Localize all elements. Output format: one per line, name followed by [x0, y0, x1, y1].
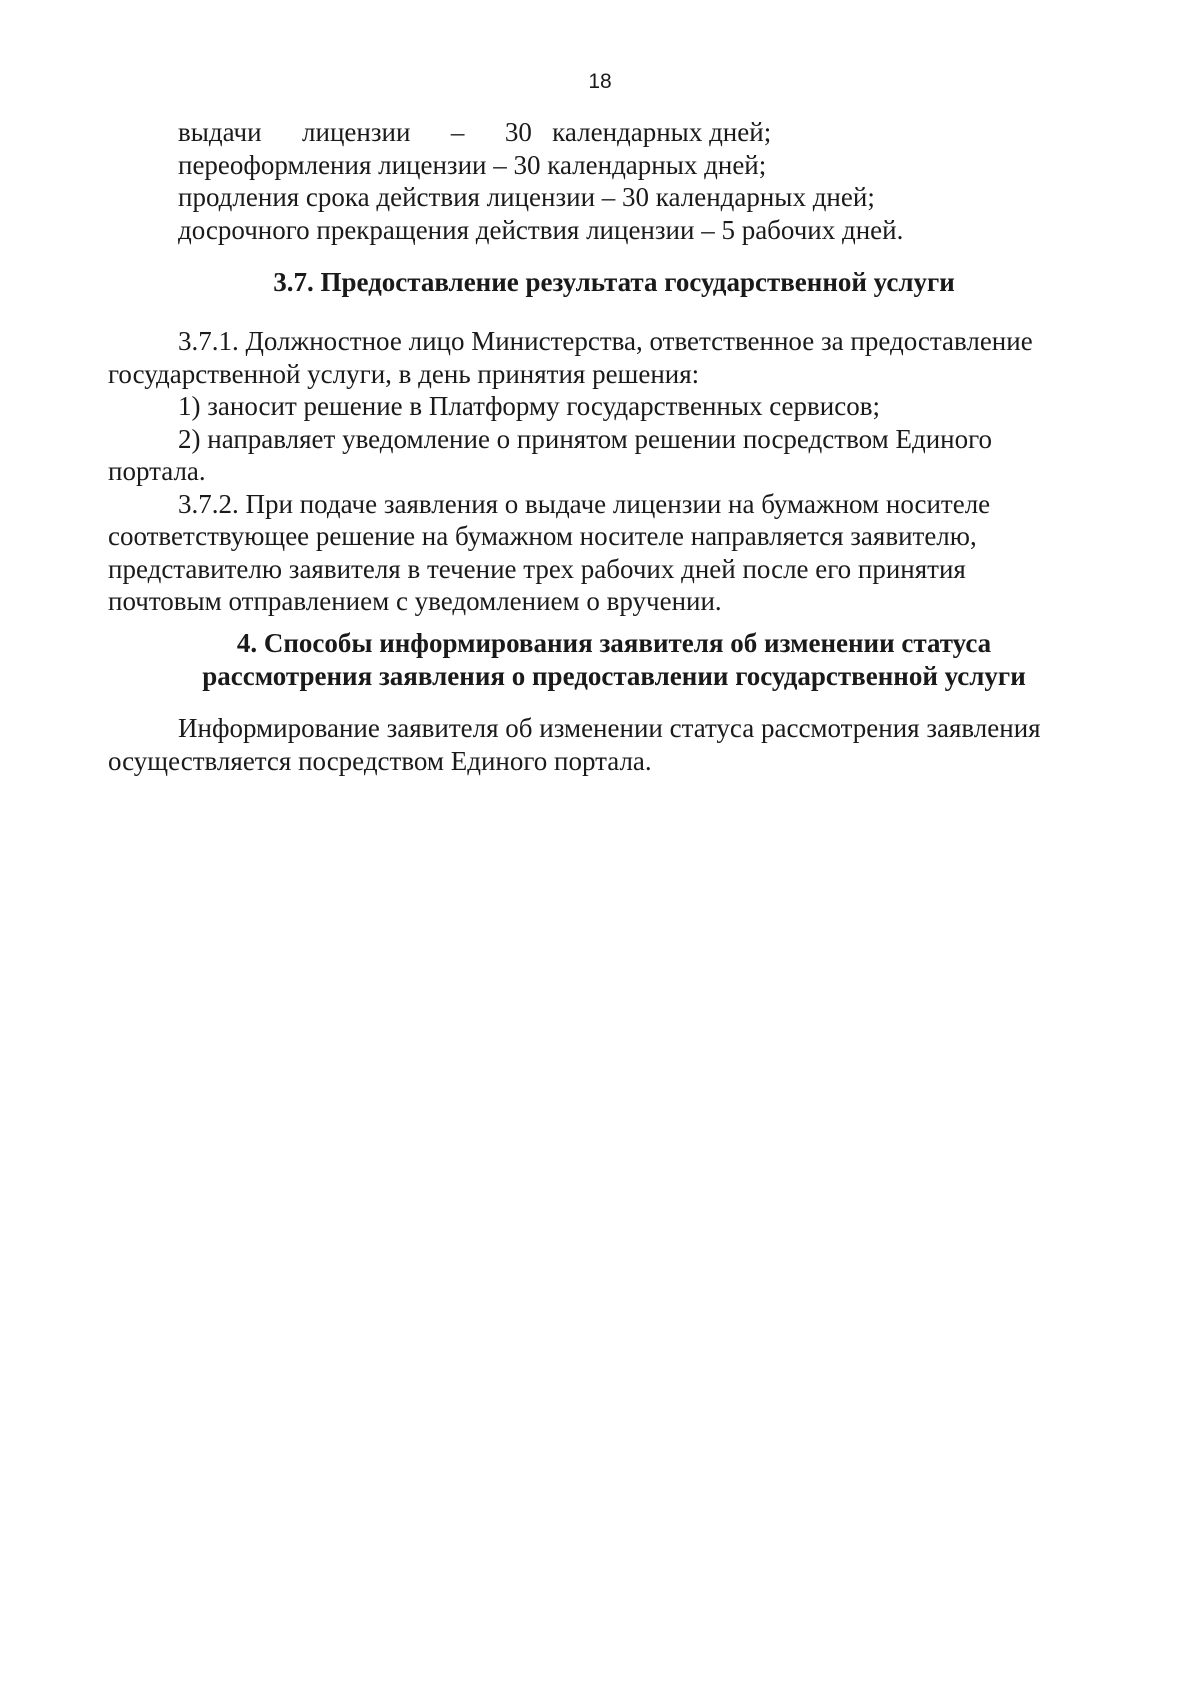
- list-item-1: 1) заносит решение в Платформу государственных сервисов;: [178, 391, 880, 421]
- page-number: 18: [588, 70, 612, 93]
- paragraph-3-7-1-line-1: 3.7.1. Должностное лицо Министерства, ответственное за предоставление: [178, 326, 1033, 356]
- paragraph-3-7-2-line-4: почтовым отправлением с уведомлением о вручении.: [108, 586, 722, 616]
- section-4-body: [108, 712, 1120, 777]
- section-4-paragraph-line-1: Информирование заявителя об изменении статуса рассмотрения заявления: [178, 713, 1041, 743]
- list-item-2-line-1: 2) направляет уведомление о принятом решении посредством Единого: [178, 423, 992, 454]
- paragraph-3-7-2-line-3: представителю заявителя в течение трех рабочих дней после его принятия: [108, 553, 966, 584]
- section-4-heading-line-1: 4. Способы информирования заявителя об изменении статуса: [236, 628, 992, 658]
- paragraph-3-7-2-line-1: 3.7.2. При подаче заявления о выдаче лицензии на бумажном носителе: [178, 488, 991, 519]
- timeframe-termination: досрочного прекращения действия лицензии – 5 рабочих дней.: [178, 214, 904, 245]
- timeframes-list: [108, 116, 1120, 246]
- paragraph-3-7-1-line-2: государственной услуги, в день принятия решения:: [108, 358, 700, 389]
- timeframe-reissue: переоформления лицензии – 30 календарных дней;: [178, 149, 767, 180]
- section-4-heading: [108, 627, 1120, 692]
- timeframe-issue: выдачи лицензии – 30 календарных дней;: [178, 117, 772, 147]
- section-3-7-body: [108, 325, 1120, 618]
- section-4-heading-line-2: рассмотрения заявления о предоставлении государственной услуги: [202, 660, 1026, 691]
- paragraph-3-7-2-line-2: соответствующее решение на бумажном носителе направляется заявителю,: [108, 521, 977, 551]
- section-4-paragraph-line-2: осуществляется посредством Единого портала.: [108, 745, 652, 776]
- section-3-7-heading: 3.7. Предоставление результата государственной услуги: [273, 267, 955, 297]
- timeframe-extension: продления срока действия лицензии – 30 календарных дней;: [178, 182, 875, 212]
- list-item-2-line-2: портала.: [108, 456, 206, 486]
